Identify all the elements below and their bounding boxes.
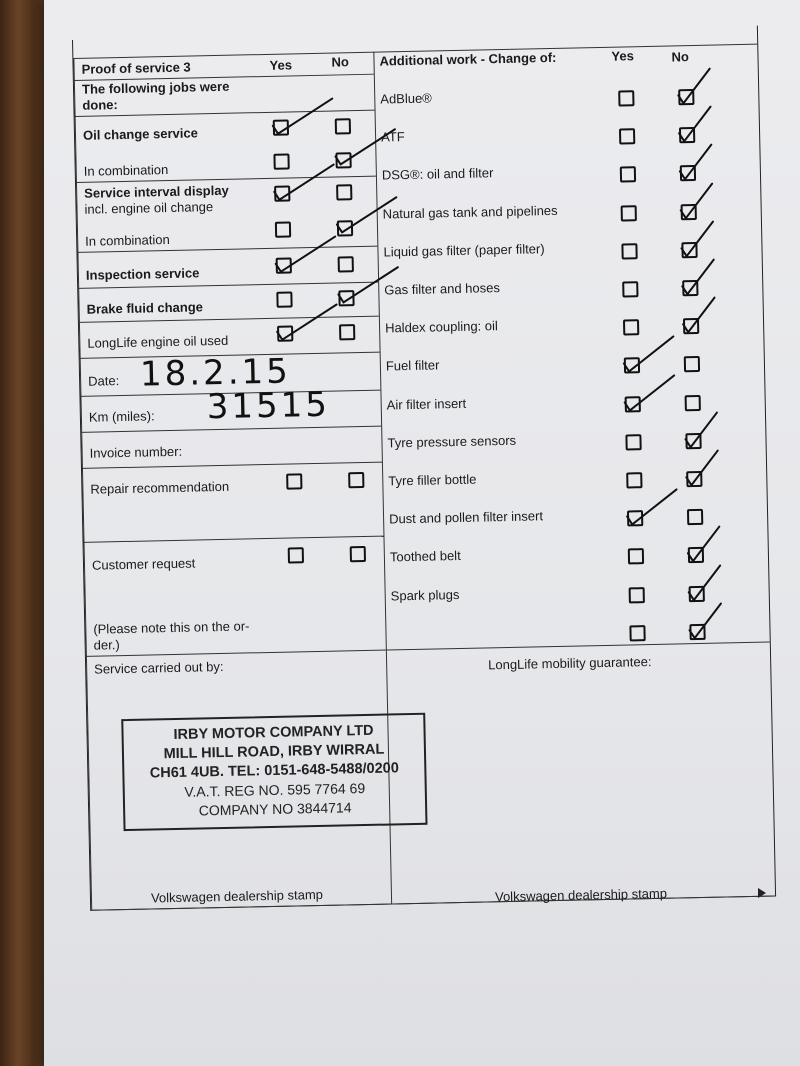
- additional-work-item-label: Tyre pressure sensors: [387, 432, 517, 451]
- additional-work-item-label: ATF: [380, 129, 405, 145]
- inspection-yes-checkbox[interactable]: [276, 257, 292, 273]
- proof-of-service-title: Proof of service 3: [81, 59, 191, 77]
- additional-work-yes-checkbox[interactable]: [620, 166, 636, 182]
- additional-work-item-label: Toothed belt: [389, 547, 461, 565]
- additional-work-no-checkbox[interactable]: [686, 471, 702, 487]
- sid-no-checkbox[interactable]: [336, 184, 352, 200]
- date-label: Date:: [87, 373, 120, 389]
- additional-work-yes-checkbox[interactable]: [621, 243, 637, 259]
- dealer-stamp: [121, 713, 427, 831]
- additional-work-yes-checkbox[interactable]: [618, 90, 634, 106]
- additional-work-item-label: Natural gas tank and pipelines: [382, 202, 558, 222]
- brake-fluid-yes-checkbox[interactable]: [276, 291, 292, 307]
- page-arrow-icon: [758, 888, 766, 898]
- additional-work-no-checkbox[interactable]: [685, 433, 701, 449]
- additional-work-yes-checkbox[interactable]: [627, 510, 643, 526]
- additional-work-item-label: Fuel filter: [385, 357, 440, 374]
- stamp-line-1: IRBY MOTOR COMPANY LTD: [173, 722, 374, 744]
- right-no-header: No: [671, 49, 689, 65]
- additional-work-title: Additional work - Change of:: [379, 49, 557, 69]
- left-yes-header: Yes: [269, 57, 293, 73]
- combination2-no-checkbox[interactable]: [337, 220, 353, 236]
- oil-change-no-checkbox[interactable]: [335, 118, 351, 134]
- repair-yes-checkbox[interactable]: [286, 473, 302, 489]
- note-line-1: (Please note this on the or-: [93, 618, 250, 637]
- service-interval-label-2: incl. engine oil change: [84, 199, 214, 217]
- additional-work-no-checkbox[interactable]: [683, 318, 699, 334]
- oil-change-yes-checkbox[interactable]: [273, 119, 289, 135]
- additional-work-yes-checkbox[interactable]: [628, 548, 644, 564]
- date-handwritten: 18.2.15: [139, 351, 292, 395]
- additional-work-yes-checkbox[interactable]: [619, 128, 635, 144]
- left-dealer-stamp-caption: Volkswagen dealership stamp: [150, 886, 324, 906]
- additional-work-no-checkbox[interactable]: [682, 280, 698, 296]
- stamp-line-5: COMPANY NO 3844714: [198, 799, 352, 819]
- additional-work-yes-checkbox[interactable]: [622, 281, 638, 297]
- in-combination-label-1: In combination: [83, 162, 169, 179]
- additional-work-no-checkbox[interactable]: [679, 127, 695, 143]
- additional-work-yes-checkbox[interactable]: [623, 319, 639, 335]
- additional-work-yes-checkbox[interactable]: [626, 472, 642, 488]
- right-yes-header: Yes: [611, 48, 635, 64]
- customer-request-label: Customer request: [91, 555, 196, 573]
- service-record-form: [72, 26, 776, 911]
- additional-work-no-checkbox[interactable]: [685, 395, 701, 411]
- additional-work-item-label: Tyre filler bottle: [388, 471, 477, 489]
- additional-work-no-checkbox[interactable]: [689, 586, 705, 602]
- oil-change-label: Oil change service: [82, 125, 199, 143]
- inspection-label: Inspection service: [85, 265, 200, 283]
- additional-work-yes-checkbox[interactable]: [625, 434, 641, 450]
- longlife-yes-checkbox[interactable]: [277, 325, 293, 341]
- customer-request-no-checkbox[interactable]: [350, 546, 366, 562]
- additional-work-item-label: Air filter insert: [386, 395, 467, 413]
- additional-work-item-label: DSG®: oil and filter: [381, 165, 494, 183]
- additional-work-yes-checkbox[interactable]: [624, 357, 640, 373]
- additional-work-item-label: AdBlue®: [380, 90, 432, 107]
- repair-recommendation-label: Repair recommendation: [90, 478, 230, 497]
- service-interval-label-1: Service interval display: [84, 182, 229, 201]
- stamp-line-2: MILL HILL ROAD, IRBY WIRRAL: [163, 741, 385, 763]
- extra-yes-checkbox[interactable]: [629, 625, 645, 641]
- additional-work-item-label: Spark plugs: [390, 587, 460, 604]
- additional-work-no-checkbox[interactable]: [680, 165, 696, 181]
- additional-work-item-label: Dust and pollen filter insert: [388, 508, 544, 527]
- service-carried-out-label: Service carried out by:: [94, 658, 224, 677]
- additional-work-no-checkbox[interactable]: [688, 547, 704, 563]
- additional-work-item-label: Liquid gas filter (paper filter): [383, 241, 545, 260]
- invoice-label: Invoice number:: [89, 443, 183, 461]
- extra-no-checkbox[interactable]: [689, 624, 705, 640]
- additional-work-no-checkbox[interactable]: [678, 89, 694, 105]
- additional-work-no-checkbox[interactable]: [687, 509, 703, 525]
- additional-work-no-checkbox[interactable]: [681, 242, 697, 258]
- stamp-line-4: V.A.T. REG NO. 595 7764 69: [184, 780, 366, 800]
- right-dealer-stamp-caption: Volkswagen dealership stamp: [494, 885, 668, 905]
- additional-work-yes-checkbox[interactable]: [629, 587, 645, 603]
- additional-work-yes-checkbox[interactable]: [621, 205, 637, 221]
- stamp-line-3: CH61 4UB. TEL: 0151-648-5488/0200: [149, 760, 400, 782]
- km-label: Km (miles):: [88, 408, 155, 425]
- longlife-no-checkbox[interactable]: [339, 324, 355, 340]
- jobs-done-heading-2: done:: [82, 97, 118, 113]
- sid-yes-checkbox[interactable]: [274, 185, 290, 201]
- km-handwritten: 31515: [206, 384, 331, 428]
- additional-work-no-checkbox[interactable]: [684, 356, 700, 372]
- brake-fluid-label: Brake fluid change: [86, 299, 204, 317]
- additional-work-yes-checkbox[interactable]: [625, 396, 641, 412]
- additional-work-no-checkbox[interactable]: [681, 204, 697, 220]
- combination1-no-checkbox[interactable]: [335, 152, 351, 168]
- inspection-no-checkbox[interactable]: [338, 256, 354, 272]
- customer-request-yes-checkbox[interactable]: [288, 547, 304, 563]
- additional-work-item-label: Gas filter and hoses: [384, 280, 501, 298]
- note-line-2: der.): [93, 637, 120, 653]
- combination1-yes-checkbox[interactable]: [273, 153, 289, 169]
- brake-fluid-no-checkbox[interactable]: [338, 290, 354, 306]
- jobs-done-heading-1: The following jobs were: [81, 78, 230, 97]
- longlife-oil-label: LongLife engine oil used: [87, 332, 229, 351]
- in-combination-label-2: In combination: [85, 231, 170, 249]
- combination2-yes-checkbox[interactable]: [275, 221, 291, 237]
- additional-work-item-label: Haldex coupling: oil: [384, 318, 498, 336]
- longlife-mobility-guarantee-label: LongLife mobility guarantee:: [488, 654, 652, 673]
- left-no-header: No: [331, 54, 350, 70]
- repair-no-checkbox[interactable]: [348, 472, 364, 488]
